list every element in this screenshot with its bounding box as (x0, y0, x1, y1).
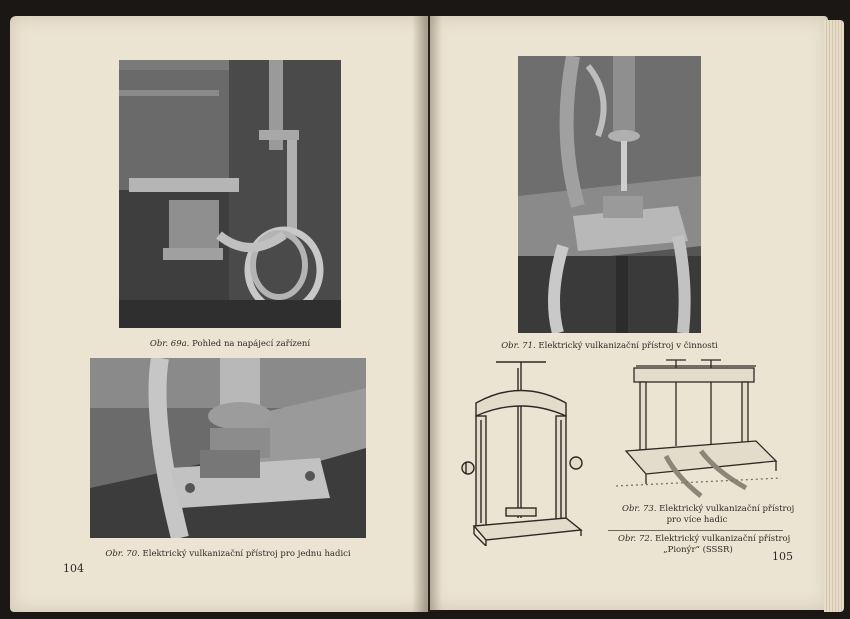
figure-72-text-line2: „Pionýr“ (SSSR) (663, 545, 733, 555)
left-page (10, 16, 428, 612)
figure-69a-ref: Obr. 69a. (149, 339, 190, 349)
figure-70-text: Elektrický vulkanizační přístroj pro jednu hadici (142, 549, 351, 559)
figure-72-caption (618, 534, 791, 556)
caption-divider (608, 530, 783, 531)
figure-73-ref: Obr. 73. (622, 504, 657, 514)
right-page-number: 105 (772, 550, 793, 563)
page-edges (824, 20, 844, 612)
figure-71-ref: Obr. 71. (501, 341, 536, 351)
figure-70-caption (90, 549, 366, 560)
figure-71-text: Elektrický vulkanizační přístroj v činnosti (538, 341, 718, 351)
book-gutter (412, 16, 442, 612)
right-page (430, 16, 828, 610)
figure-69a-text: Pohled na napájecí zařízení (192, 339, 311, 349)
figure-73-text-line1: Elektrický vulkanizační přístroj (659, 504, 795, 514)
figure-73-text-line2: pro více hadic (666, 515, 728, 525)
figure-72-ref: Obr. 72. (618, 534, 653, 544)
figure-69a-photo (119, 60, 341, 328)
figure-71-caption (498, 341, 721, 352)
left-page-number: 104 (63, 562, 84, 575)
figure-72-text-line1: Elektrický vulkanizační přístroj (655, 534, 791, 544)
figure-73-caption (622, 504, 795, 526)
figure-69a-caption (119, 339, 341, 350)
figure-73-drawing (606, 356, 786, 501)
figure-72-drawing (446, 358, 596, 546)
figure-70-photo (90, 358, 366, 538)
figure-71-photo (518, 56, 701, 333)
figure-70-ref: Obr. 70. (105, 549, 140, 559)
